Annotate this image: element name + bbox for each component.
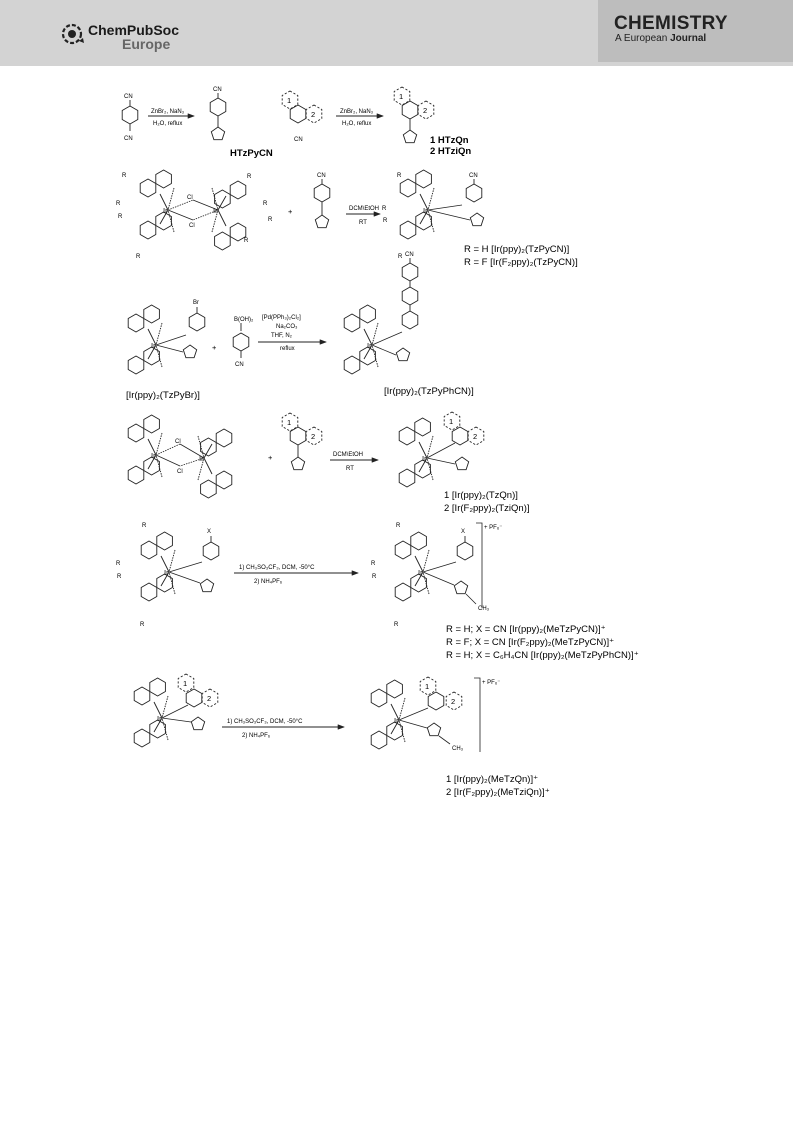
tzqn-structure [394,87,434,143]
svg-text:R: R [122,173,127,179]
reagent-label: ZnBr₂, NaN₃ [151,109,185,115]
svg-text:1 HTzQn: 1 HTzQn [430,135,469,146]
svg-text:Ir: Ir [394,716,399,725]
row3 [126,252,474,401]
svg-text:ZnBr₂, NaN₃: ZnBr₂, NaN₃ [340,109,374,115]
hetero-ligand [282,413,322,470]
svg-text:RT: RT [359,220,367,226]
svg-text:CN: CN [405,252,414,258]
svg-text:1: 1 [425,682,430,691]
svg-text:+ PF₆⁻: + PF₆⁻ [484,525,503,531]
svg-text:H₂O, reflux: H₂O, reflux [342,121,372,127]
svg-text:R: R [136,254,141,260]
svg-text:R: R [268,217,273,223]
svg-text:2: 2 [451,697,456,706]
condition-label: H₂O, reflux [153,121,183,127]
svg-text:B(OH)₂: B(OH)₂ [234,317,254,323]
svg-text:+: + [212,343,217,352]
svg-text:R: R [118,214,123,220]
svg-text:R: R [117,574,122,580]
product-label-c: R = H; X = C₆H₄CN [Ir(ppy)₂(MeTzPyPhCN)]⁺ [446,650,639,661]
svg-text:1) CH₃SO₃CF₃, DCM, -50°C: 1) CH₃SO₃CF₃, DCM, -50°C [239,565,315,571]
svg-text:Ir: Ir [157,714,162,723]
svg-text:Ir: Ir [367,341,372,350]
svg-text:2: 2 [423,106,428,115]
product-label: [Ir(ppy)₂(TzPyPhCN)] [384,386,474,397]
svg-text:R: R [398,254,403,260]
svg-text:R: R [116,201,121,207]
svg-text:1: 1 [287,418,292,427]
svg-text:2: 2 [311,110,316,119]
svg-text:R: R [140,622,145,628]
svg-text:X: X [461,529,466,535]
chloro-dimer [116,170,273,260]
svg-text:DCM\EtOH: DCM\EtOH [349,206,379,212]
svg-text:Cl: Cl [175,439,181,445]
svg-text:CH₃: CH₃ [478,606,490,612]
svg-text:R: R [116,561,121,567]
svg-text:CN: CN [124,136,133,142]
svg-text:Br: Br [193,300,199,306]
svg-text:Na₂CO₃: Na₂CO₃ [276,324,298,330]
svg-text:2) NH₄PF₆: 2) NH₄PF₆ [254,579,283,585]
svg-text:CN: CN [294,137,303,143]
methylated-complex [371,523,502,628]
svg-text:CN: CN [469,173,478,179]
row5 [116,523,639,661]
svg-text:R: R [142,523,147,529]
svg-text:+: + [268,453,273,462]
svg-text:2 HTziQn: 2 HTziQn [430,146,472,157]
journal-title: CHEMISTRY [614,13,728,34]
svg-text:CN: CN [124,94,133,100]
product-label-b: R = F; X = CN [Ir(F₂ppy)₂(MeTzPyCN)]⁺ [446,637,615,648]
svg-text:RT: RT [346,466,354,472]
svg-text:Ir: Ir [164,568,169,577]
product-label-b: R = F [Ir(F₂ppy)₂(TzPyCN)] [464,257,578,268]
svg-text:CN: CN [317,173,326,179]
svg-text:+: + [288,207,293,216]
product-label-1: 1 [Ir(ppy)₂(MeTzQn)]⁺ [446,774,539,785]
svg-text:2: 2 [311,432,316,441]
svg-text:R: R [382,206,387,212]
row4 [128,412,529,514]
publisher-name: ChemPubSoc [88,22,180,38]
svg-text:Ir: Ir [213,206,218,215]
ir-tzpybr-complex [128,300,205,374]
svg-text:1: 1 [287,96,292,105]
svg-text:1: 1 [183,679,188,688]
product-label-1: 1 [Ir(ppy)₂(TzQn)] [444,490,518,501]
svg-text:Ir: Ir [151,341,156,350]
svg-text:1: 1 [449,417,454,426]
product-label: HTzPyCN [230,148,273,159]
htzpycn-ligand [314,173,330,228]
svg-text:1) CH₃SO₃CF₃, DCM, -50°C: 1) CH₃SO₃CF₃, DCM, -50°C [227,719,303,725]
ppy-chloro-dimer [128,415,232,498]
svg-text:reflux: reflux [280,346,295,352]
svg-text:Ir: Ir [418,568,423,577]
svg-text:[Pd(PPh₃)₂Cl₂]: [Pd(PPh₃)₂Cl₂] [262,315,301,321]
svg-text:Ir: Ir [423,206,428,215]
ir-tzpyphcn-complex [344,252,418,374]
methylated-tzqn-complex [371,677,500,752]
svg-text:R: R [383,218,388,224]
svg-text:2: 2 [207,694,212,703]
svg-text:R: R [263,201,268,207]
ir-tzqn-start [134,674,218,747]
htzpycn-structure [210,87,226,140]
svg-text:Ir: Ir [199,454,204,463]
svg-text:1: 1 [399,92,404,101]
svg-text:R: R [372,574,377,580]
svg-text:X: X [207,529,212,535]
svg-text:R: R [371,561,376,567]
svg-text:Cl: Cl [177,469,183,475]
journal-subtitle: A European Journal [615,33,707,44]
svg-text:Ir: Ir [151,451,156,460]
start-label: [Ir(ppy)₂(TzPyBr)] [126,390,200,401]
dicyanopyridine [122,94,138,142]
svg-text:2: 2 [473,432,478,441]
row1 [122,87,471,159]
svg-text:R: R [244,238,249,244]
row6 [134,674,550,798]
ir-complex-start [116,523,219,628]
svg-text:Cl: Cl [189,223,195,229]
row2 [116,170,578,268]
svg-text:Cl: Cl [187,195,193,201]
ir-tzqn-complex [399,412,484,487]
svg-text:2) NH₄PF₆: 2) NH₄PF₆ [242,733,271,739]
svg-text:R: R [247,174,252,180]
svg-text:CN: CN [235,362,244,368]
product-label-2: 2 [Ir(F₂ppy)₂(TziQn)] [444,503,530,514]
product-label-a: R = H; X = CN [Ir(ppy)₂(MeTzPyCN)]⁺ [446,624,606,635]
svg-text:THF, N₂: THF, N₂ [271,333,292,339]
svg-text:+ PF₆⁻: + PF₆⁻ [482,680,501,686]
svg-text:R: R [397,173,402,179]
publisher-region: Europe [122,36,171,52]
svg-text:R: R [396,523,401,529]
svg-text:Ir: Ir [422,454,427,463]
svg-text:Ir: Ir [163,206,168,215]
product-label-a: R = H [Ir(ppy)₂(TzPyCN)] [464,244,570,255]
quinoline-nitrile [282,91,322,143]
svg-text:CN: CN [213,87,222,93]
svg-text:R: R [394,622,399,628]
cyanophenylboronic-acid [233,317,254,368]
svg-text:CH₃: CH₃ [452,746,464,752]
svg-text:DCM\EtOH: DCM\EtOH [333,452,363,458]
product-label-2: 2 [Ir(F₂ppy)₂(MeTziQn)]⁺ [446,787,550,798]
